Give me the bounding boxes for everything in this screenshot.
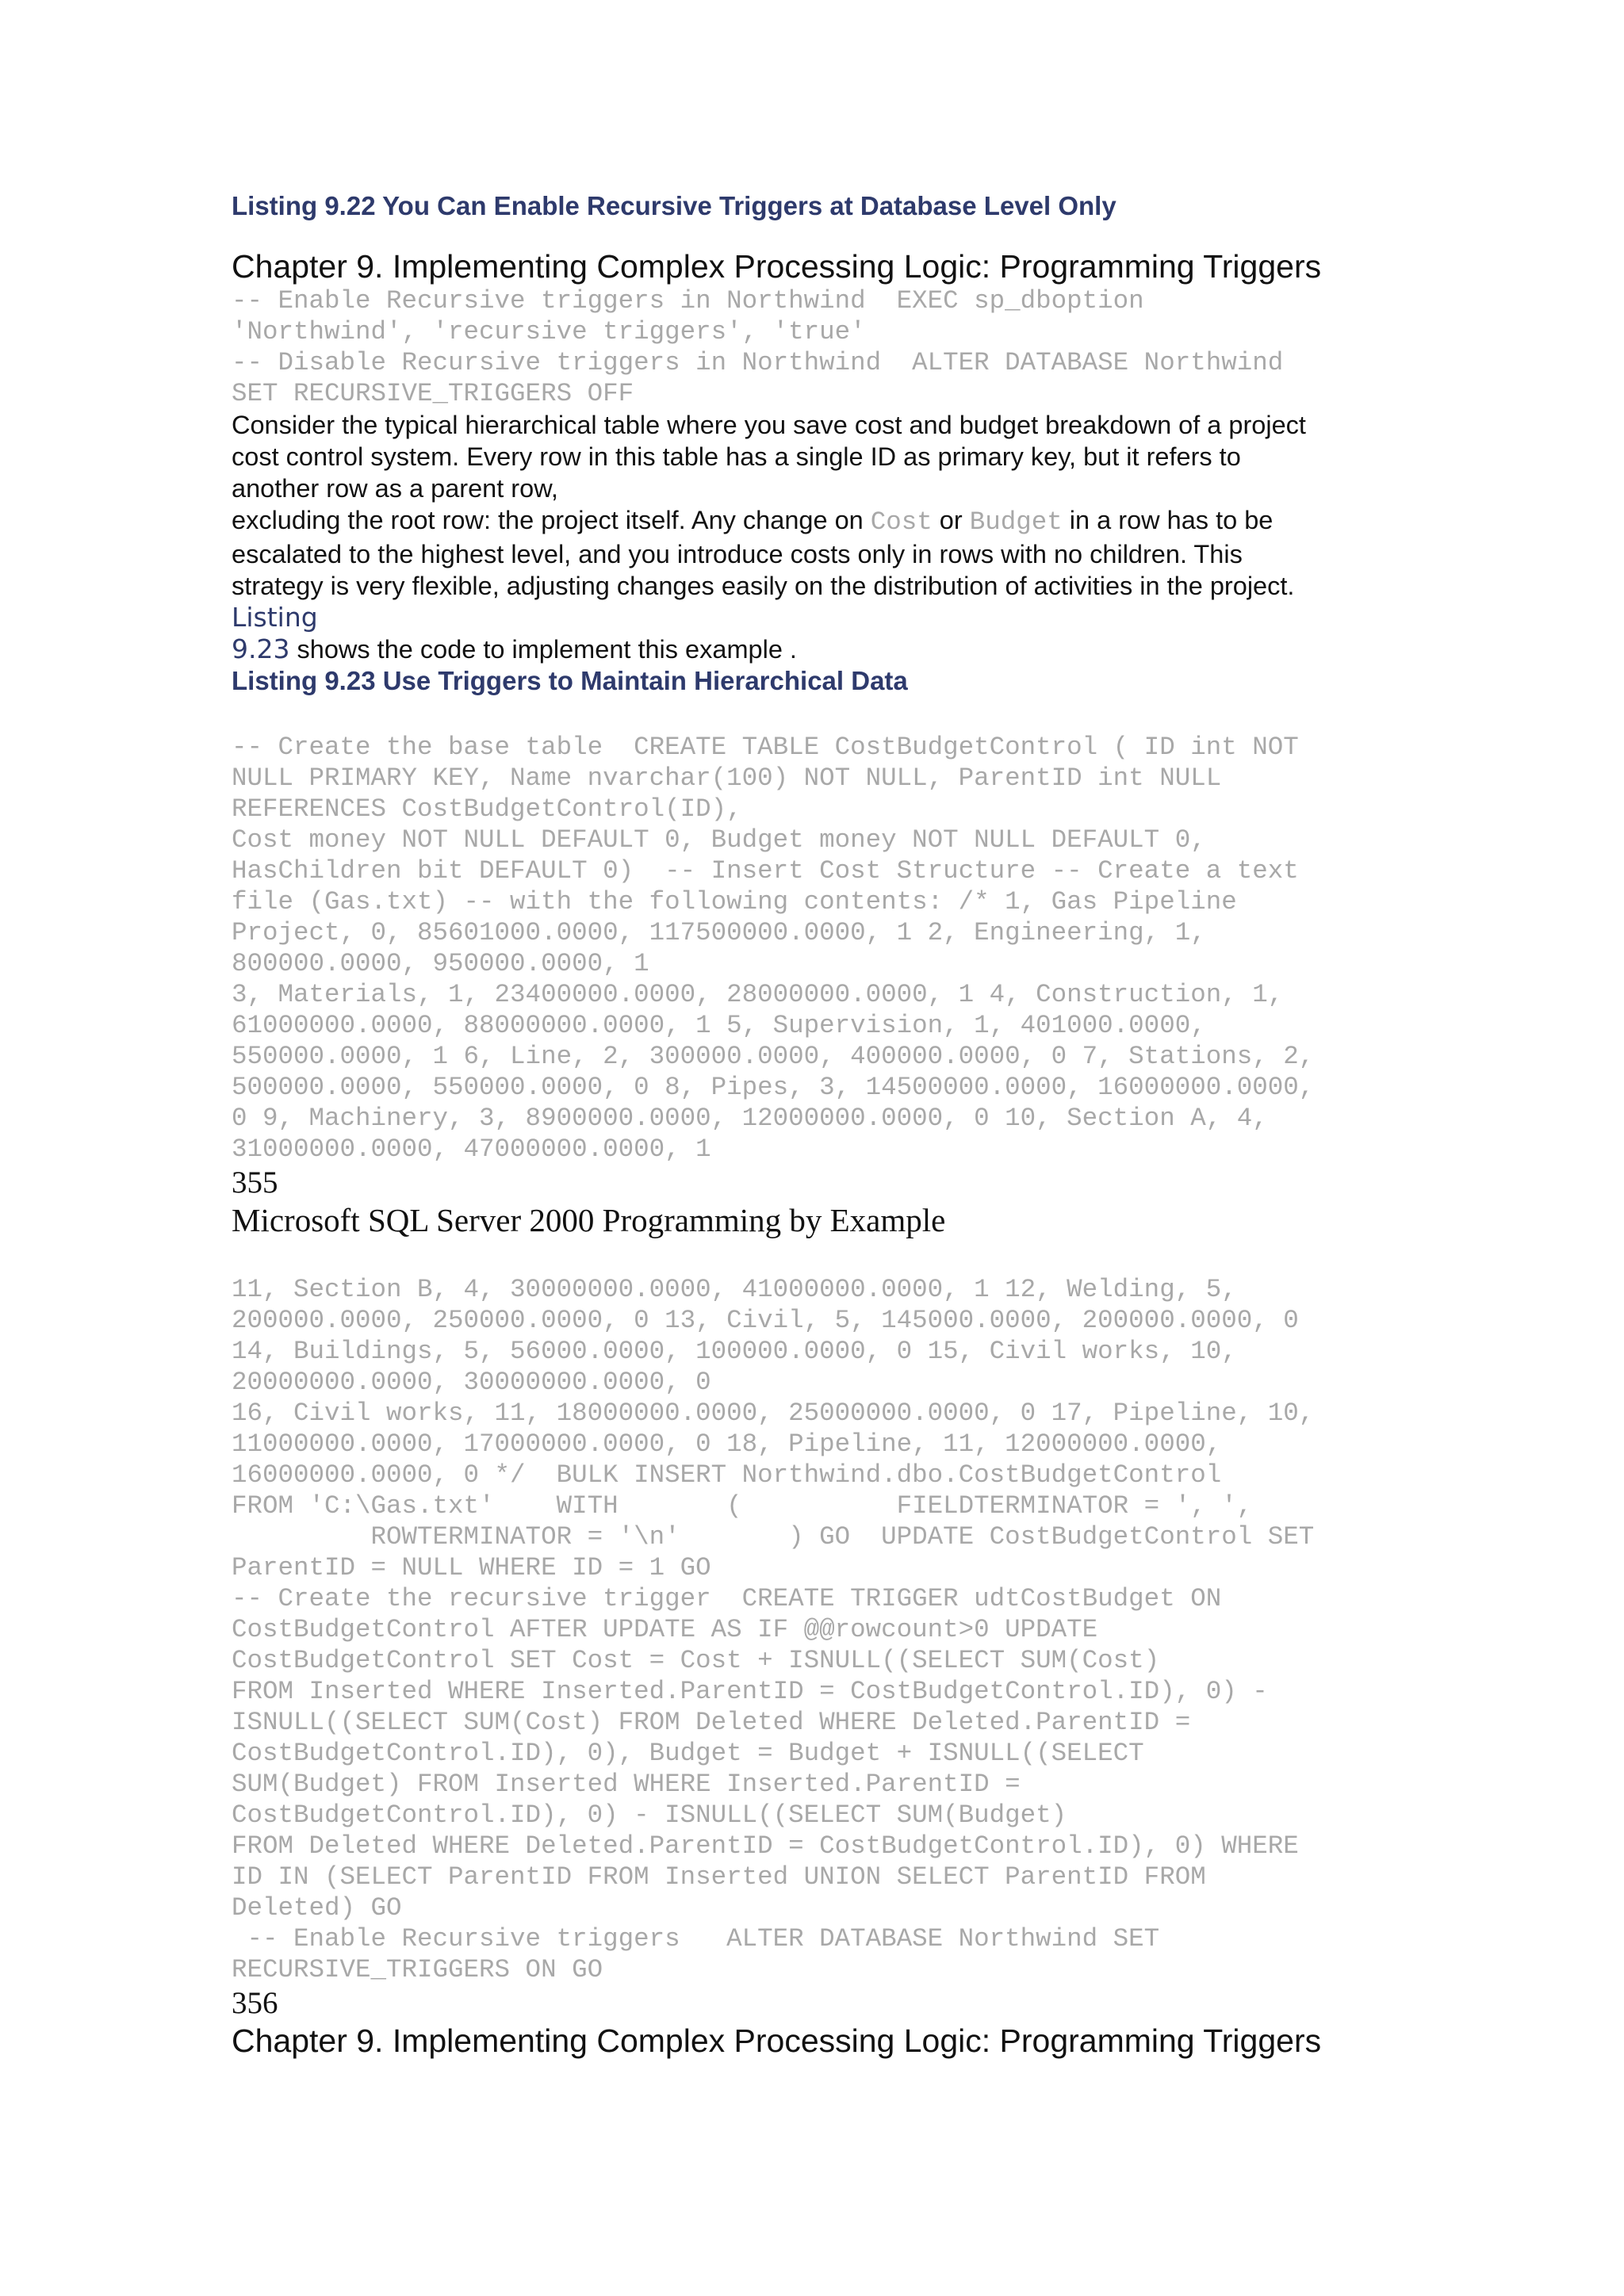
listing-9-22-heading: Listing 9.22 You Can Enable Recursive Triggers at Database Level Only — [232, 191, 1116, 220]
code-line: 16, Civil works, 11, 18000000.0000, 25000000.0000, 0 17, Pipeline, 10, — [232, 1399, 1315, 1428]
code-line: NULL PRIMARY KEY, Name nvarchar(100) NOT NULL, ParentID int NULL — [232, 763, 1222, 793]
code-line: CostBudgetControl.ID), 0), Budget = Budget + ISNULL((SELECT — [232, 1739, 1144, 1768]
text-line: cost control system. Every row in this table has a single ID as primary key, but it refers to — [232, 442, 1241, 471]
code-line: CostBudgetControl SET Cost = Cost + ISNULL((SELECT SUM(Cost) — [232, 1646, 1160, 1675]
code-line: ROWTERMINATOR = '\n' ) GO UPDATE CostBudgetControl SET — [232, 1522, 1315, 1552]
code-line: CostBudgetControl.ID), 0) - ISNULL((SELECT SUM(Budget) — [232, 1800, 1067, 1830]
code-line: SET RECURSIVE_TRIGGERS OFF — [232, 379, 634, 408]
code-line: ISNULL((SELECT SUM(Cost) FROM Deleted WHERE Deleted.ParentID = — [232, 1708, 1191, 1737]
text-line — [232, 602, 1397, 633]
code-line: -- Create the base table CREATE TABLE CostBudgetControl ( ID int NOT — [232, 733, 1299, 762]
code-line: ID IN (SELECT ParentID FROM Inserted UNION SELECT ParentID FROM — [232, 1862, 1206, 1892]
code-line: 61000000.0000, 88000000.0000, 1 5, Supervision, 1, 401000.0000, — [232, 1011, 1206, 1040]
spacer — [232, 1239, 1397, 1274]
chapter-title: Chapter 9. Implementing Complex Processing Logic: Programming Triggers — [232, 2022, 1322, 2059]
text-line: Consider the typical hierarchical table where you save cost and budget breakdown of a project — [232, 411, 1306, 439]
text-line: excluding the root row: the project itself. Any change on Cost or Budget in a row has to be — [232, 506, 1274, 537]
code-line: -- Enable Recursive triggers in Northwind EXEC sp_dboption — [232, 286, 1144, 316]
inline-code-cost: Cost — [870, 507, 933, 537]
code-line: 200000.0000, 250000.0000, 0 13, Civil, 5, 145000.0000, 200000.0000, 0 — [232, 1306, 1299, 1335]
listing-9-23-heading: Listing 9.23 Use Triggers to Maintain Hierarchical Data — [232, 666, 908, 695]
code-line: Project, 0, 85601000.0000, 117500000.0000, 1 2, Engineering, 1, — [232, 918, 1206, 947]
code-line: -- Create the recursive trigger CREATE TRIGGER udtCostBudget ON — [232, 1584, 1222, 1613]
text-line: strategy is very flexible, adjusting changes easily on the distribution of activities in the project. — [232, 572, 1295, 600]
code-line: file (Gas.txt) -- with the following contents: /* 1, Gas Pipeline — [232, 887, 1237, 916]
code-listing-9-23-part-1 — [232, 732, 1397, 1165]
paragraph-hierarchical-table — [232, 409, 1397, 665]
text-line: another row as a parent row, — [232, 474, 558, 503]
code-line: Deleted) GO — [232, 1893, 402, 1923]
text-line: 9.23 shows the code to implement this example . — [232, 633, 797, 664]
code-line: FROM Inserted WHERE Inserted.ParentID = CostBudgetControl.ID), 0) - — [232, 1677, 1268, 1706]
code-line: 11000000.0000, 17000000.0000, 0 18, Pipeline, 11, 12000000.0000, — [232, 1429, 1222, 1459]
chapter-title: Chapter 9. Implementing Complex Processing Logic: Programming Triggers — [232, 248, 1322, 285]
code-line: 550000.0000, 1 6, Line, 2, 300000.0000, 400000.0000, 0 7, Stations, 2, — [232, 1042, 1315, 1071]
code-line: 31000000.0000, 47000000.0000, 1 — [232, 1135, 711, 1164]
code-line: RECURSIVE_TRIGGERS ON GO — [232, 1955, 603, 1984]
code-line: SUM(Budget) FROM Inserted WHERE Inserted.ParentID = — [232, 1770, 1021, 1799]
code-line: 16000000.0000, 0 */ BULK INSERT Northwind.dbo.CostBudgetControl — [232, 1460, 1222, 1490]
book-title: Microsoft SQL Server 2000 Programming by Example — [232, 1202, 946, 1238]
code-line: 0 9, Machinery, 3, 8900000.0000, 12000000.0000, 0 10, Section A, 4, — [232, 1104, 1268, 1133]
spacer — [232, 697, 1397, 732]
code-listing-9-22 — [232, 285, 1397, 409]
code-line: 11, Section B, 4, 30000000.0000, 41000000.0000, 1 12, Welding, 5, — [232, 1275, 1237, 1304]
code-line: Cost money NOT NULL DEFAULT 0, Budget money NOT NULL DEFAULT 0, — [232, 825, 1206, 855]
code-line: -- Enable Recursive triggers ALTER DATABASE Northwind SET — [232, 1924, 1160, 1954]
code-line: FROM 'C:\Gas.txt' WITH ( FIELDTERMINATOR = ', ', — [232, 1491, 1253, 1521]
code-listing-9-23-part-2 — [232, 1274, 1397, 1985]
code-line: HasChildren bit DEFAULT 0) -- Insert Cost Structure -- Create a text — [232, 856, 1299, 886]
code-line: 20000000.0000, 30000000.0000, 0 — [232, 1368, 711, 1397]
code-line: 3, Materials, 1, 23400000.0000, 28000000.0000, 1 4, Construction, 1, — [232, 980, 1284, 1009]
code-line: ParentID = NULL WHERE ID = 1 GO — [232, 1553, 711, 1582]
text-line: escalated to the highest level, and you introduce costs only in rows with no children. This — [232, 540, 1243, 568]
code-line: REFERENCES CostBudgetControl(ID), — [232, 794, 742, 824]
page-number: 356 — [232, 1986, 278, 2020]
code-line: 'Northwind', 'recursive triggers', 'true' — [232, 317, 866, 346]
listing-link[interactable]: Listing — [232, 602, 318, 633]
inline-code-budget: Budget — [969, 507, 1063, 537]
code-line: 800000.0000, 950000.0000, 1 — [232, 949, 649, 978]
code-line: 14, Buildings, 5, 56000.0000, 100000.0000, 0 15, Civil works, 10, — [232, 1337, 1237, 1366]
document-page — [232, 190, 1397, 2060]
page-number: 355 — [232, 1165, 278, 1200]
spacer — [232, 222, 1397, 247]
code-line: 500000.0000, 550000.0000, 0 8, Pipes, 3, 14500000.0000, 16000000.0000, — [232, 1073, 1315, 1102]
code-line: CostBudgetControl AFTER UPDATE AS IF @@rowcount>0 UPDATE — [232, 1615, 1098, 1644]
code-line: FROM Deleted WHERE Deleted.ParentID = CostBudgetControl.ID), 0) WHERE — [232, 1831, 1299, 1861]
listing-number-link[interactable]: 9.23 — [232, 633, 290, 664]
code-line: -- Disable Recursive triggers in Northwind ALTER DATABASE Northwind — [232, 348, 1284, 377]
